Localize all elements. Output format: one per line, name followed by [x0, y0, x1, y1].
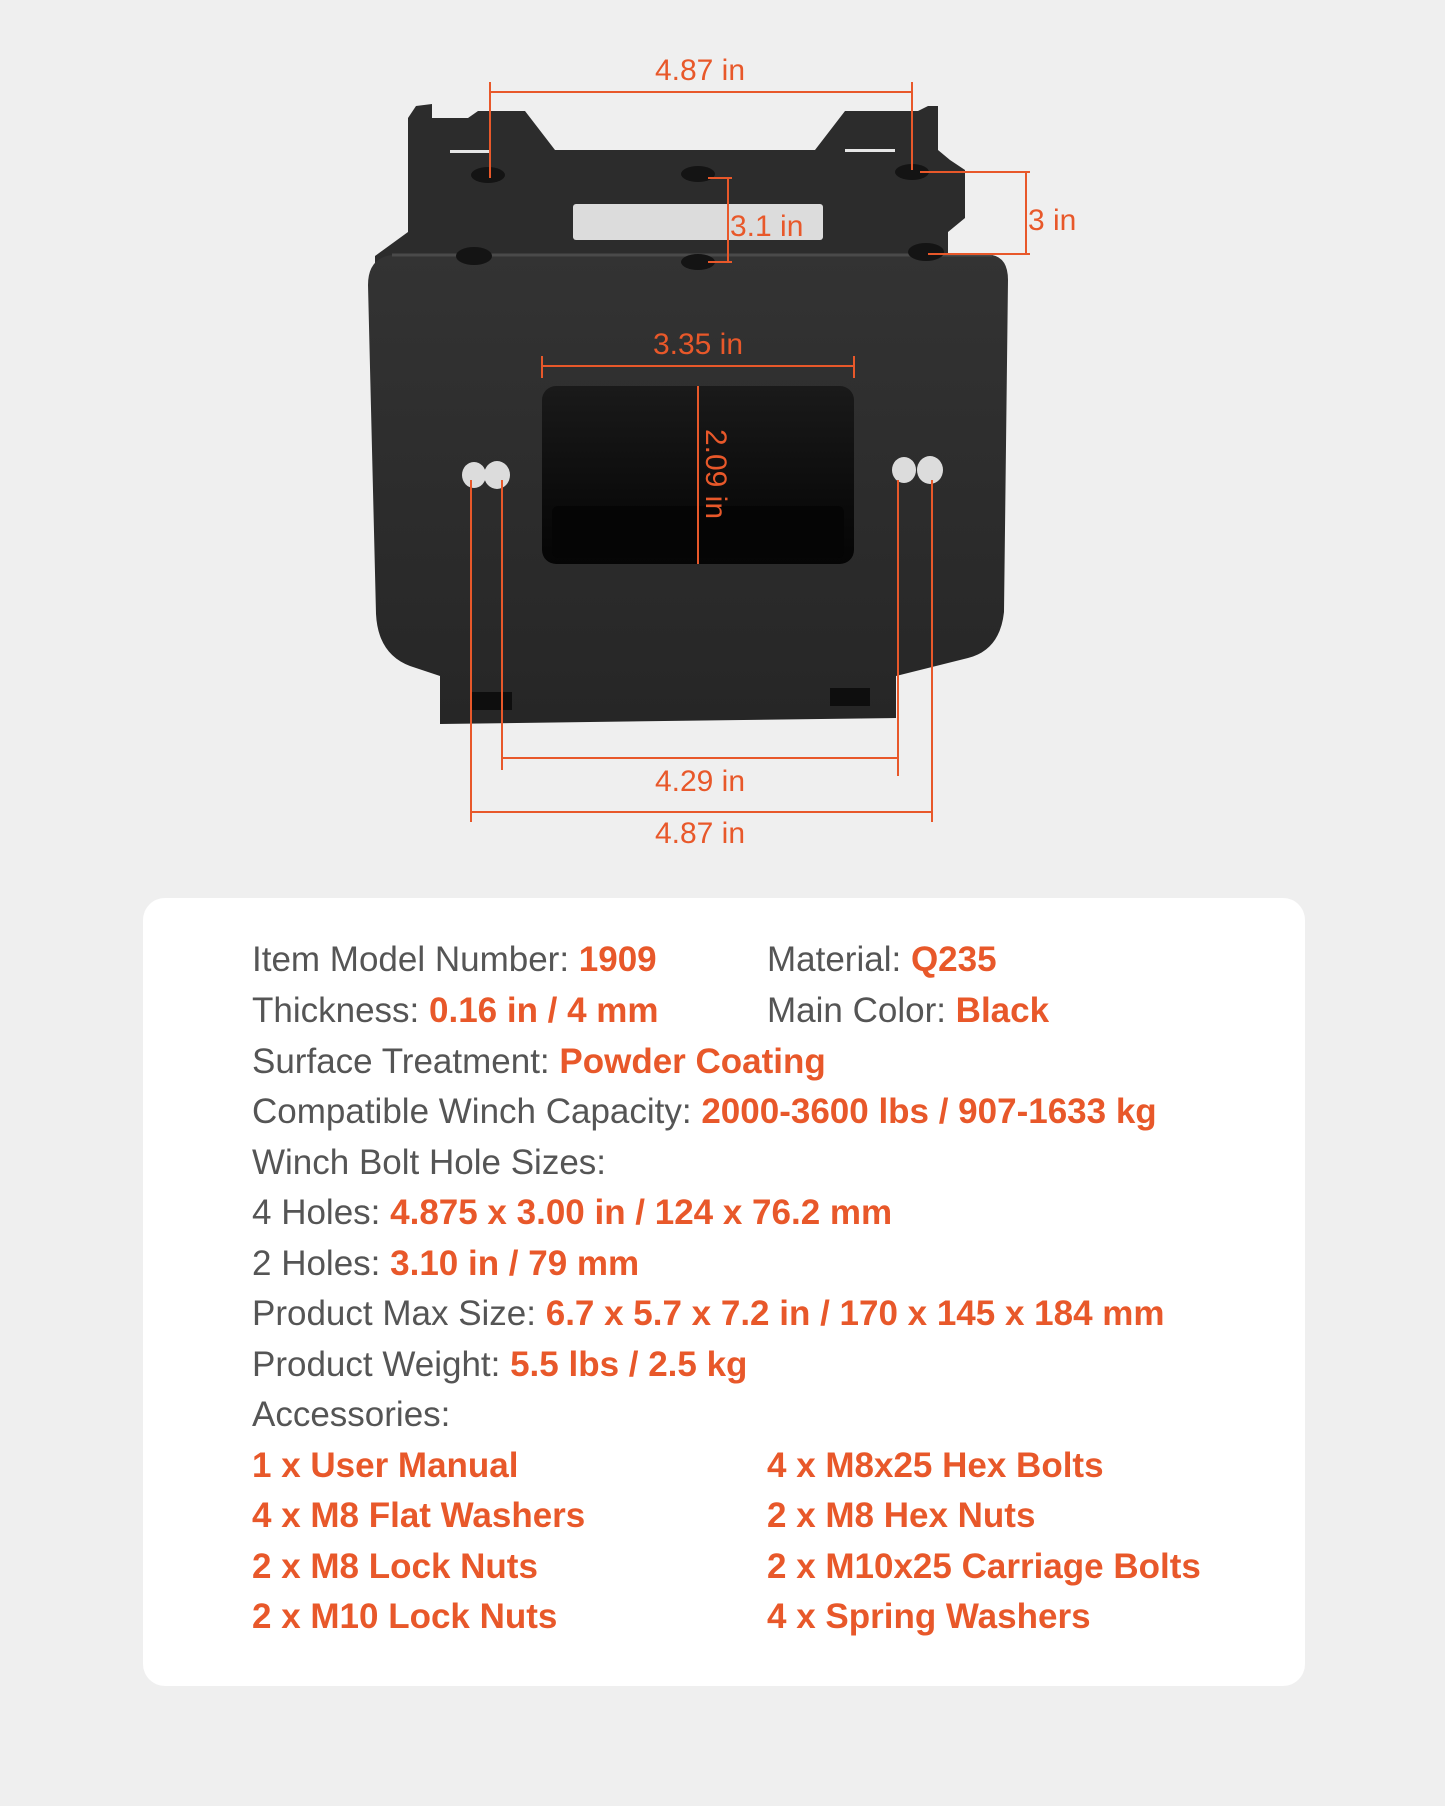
bottom-outer-label: 4.87 in: [654, 817, 746, 850]
accessory-item: 4 x M8 Flat Washers: [252, 1496, 586, 1535]
accessory-item: 2 x M8 Lock Nuts: [252, 1547, 538, 1586]
spec-model: Item Model Number: 1909: [252, 940, 657, 979]
accessory-item: 2 x M8 Hex Nuts: [767, 1496, 1036, 1535]
spec-bolt-holes: Winch Bolt Hole Sizes:: [252, 1143, 607, 1182]
bottom-slot: [472, 692, 512, 710]
opening-width-label: 3.35 in: [652, 328, 744, 361]
spec-max-size: Product Max Size: 6.7 x 5.7 x 7.2 in / 170 x 145 x 184 mm: [252, 1294, 1165, 1333]
opening-height-label: 2.09 in: [699, 428, 732, 520]
accessory-item: 2 x M10 Lock Nuts: [252, 1597, 558, 1636]
winch-mount-diagram: [0, 0, 1445, 880]
spec-main-color: Main Color: Black: [767, 991, 1050, 1030]
spec-two-holes: 2 Holes: 3.10 in / 79 mm: [252, 1244, 640, 1283]
accessory-item: 4 x Spring Washers: [767, 1597, 1091, 1636]
spec-material: Material: Q235: [767, 940, 997, 979]
hole-spacing-label: 3.1 in: [730, 210, 804, 243]
bottom-inner-label: 4.29 in: [654, 765, 746, 798]
accessory-item: 2 x M10x25 Carriage Bolts: [767, 1547, 1201, 1586]
spec-thickness: Thickness: 0.16 in / 4 mm: [252, 991, 659, 1030]
spec-surface: Surface Treatment: Powder Coating: [252, 1042, 826, 1081]
top-width-label: 4.87 in: [654, 54, 746, 87]
top-height-label: 3 in: [1028, 204, 1077, 237]
accessory-item: 4 x M8x25 Hex Bolts: [767, 1446, 1104, 1485]
bottom-slot: [830, 688, 870, 706]
accessory-item: 1 x User Manual: [252, 1446, 519, 1485]
spec-four-holes: 4 Holes: 4.875 x 3.00 in / 124 x 76.2 mm: [252, 1193, 893, 1232]
spec-weight: Product Weight: 5.5 lbs / 2.5 kg: [252, 1345, 748, 1384]
spec-capacity: Compatible Winch Capacity: 2000-3600 lbs / 907-1633 kg: [252, 1092, 1157, 1131]
spec-accessories-heading: Accessories:: [252, 1395, 451, 1434]
top-plate: [375, 104, 965, 268]
